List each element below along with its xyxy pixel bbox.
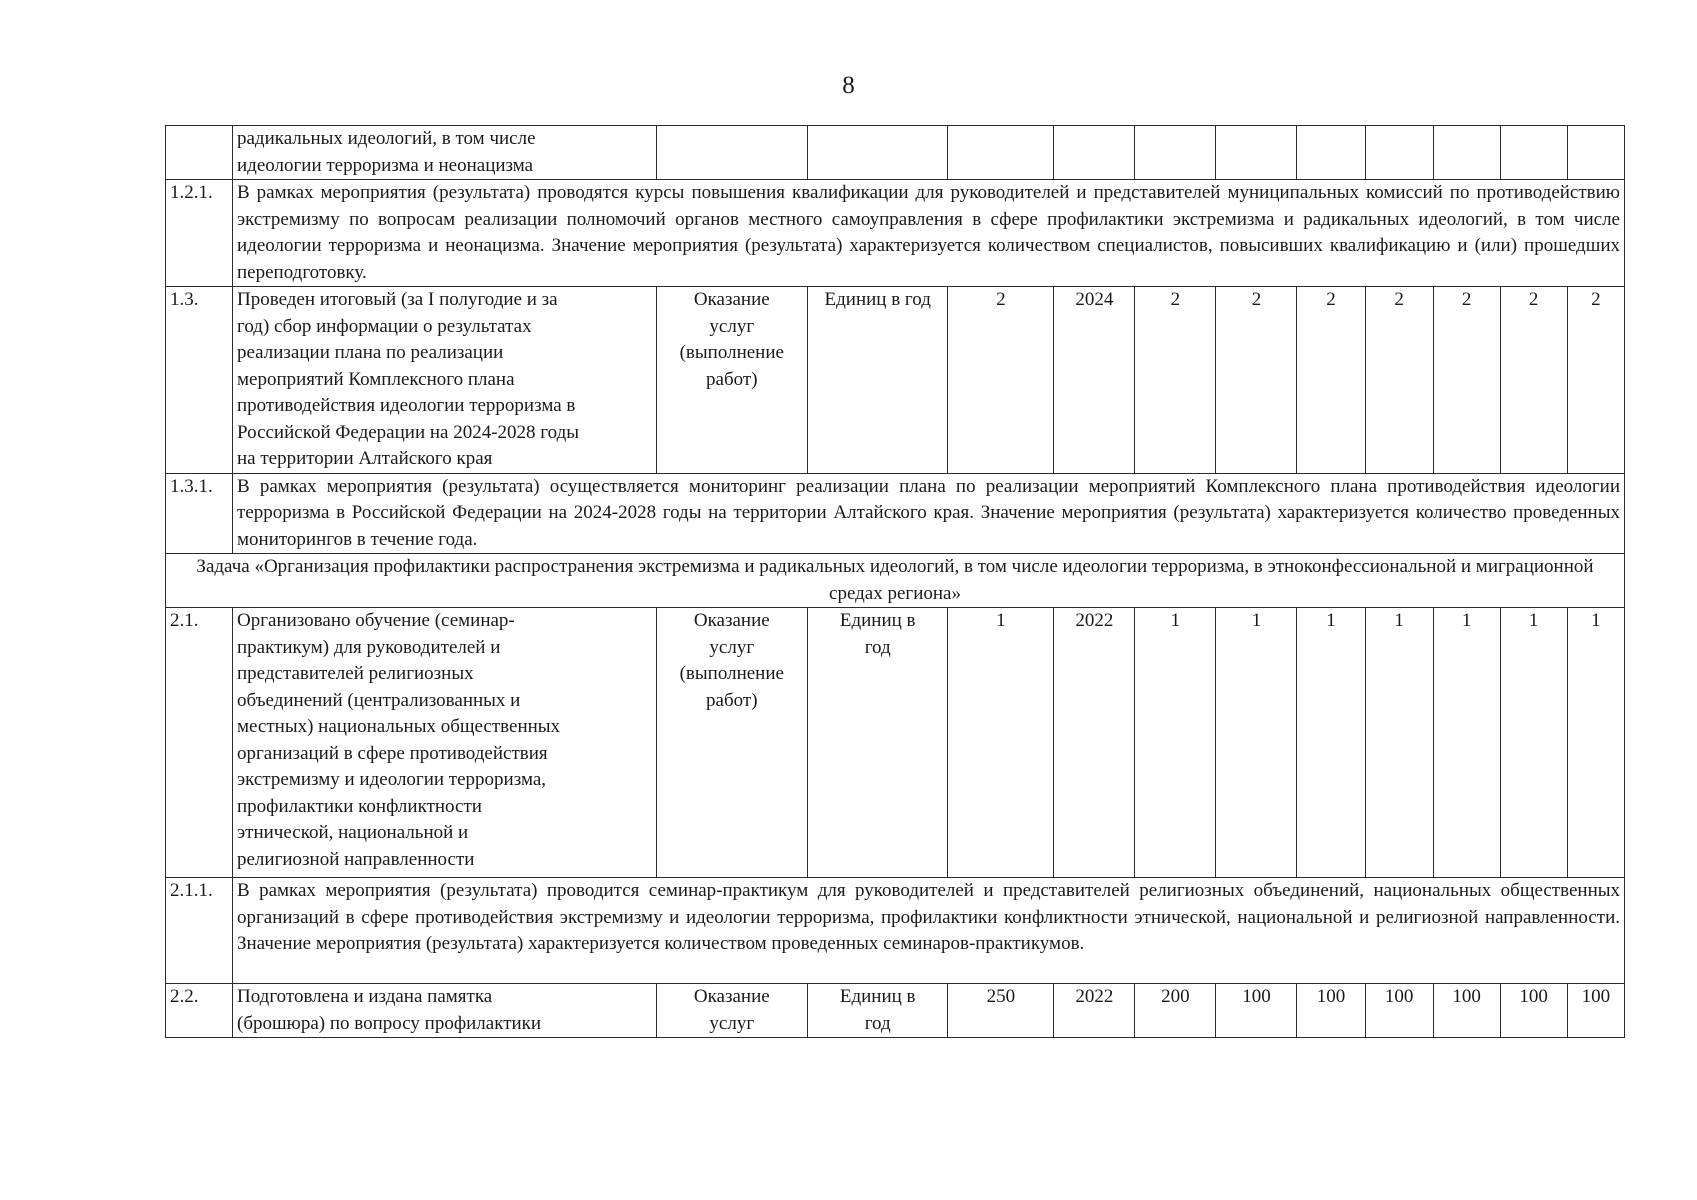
text-line: местных) национальных общественных: [237, 716, 561, 737]
text-line: этнической, национальной и: [237, 822, 469, 843]
task-heading: Задача «Организация профилактики распространения экстремизма и радикальных идеологий, в том числе идеологии терроризма, в этноконфессиональной и миграционной средах региона»: [166, 554, 1625, 608]
text-line: (выполнение: [679, 663, 784, 684]
text-line: работ): [706, 368, 758, 390]
empty-cell: [1297, 126, 1365, 180]
table-row: [166, 608, 1625, 878]
base-year: 2022: [1054, 608, 1135, 878]
text-line: на территории Алтайского края: [237, 448, 493, 469]
empty-cell: [1500, 126, 1567, 180]
measure-description: В рамках мероприятия (результата) проводятся курсы повышения квалификации для руководителей и представителей муниципальных комиссий по противодействию экстремизму по вопросам реализации полномочий органов местного самоуправления в сфере профилактики экстремизма и радикальных идеологий, в том числе идеологии терроризма и неонацизма. Значение мероприятия (результата) характеризуется количеством специалистов, повысивших квалификацию и (или) прошедших переподготовку.: [233, 180, 1625, 287]
year-value: 2: [1567, 287, 1624, 474]
text-line: Организовано обучение (семинар-: [237, 610, 515, 631]
text-line: Оказание: [693, 289, 770, 310]
text-line: Оказание: [693, 610, 770, 631]
table-row: [166, 180, 1625, 287]
result-type: [656, 287, 807, 474]
year-value: 1: [1297, 608, 1365, 878]
row-number: 2.1.: [166, 608, 233, 878]
unit-of-measure: Единиц в год: [807, 287, 947, 474]
year-value: 100: [1500, 984, 1567, 1038]
row-number: 2.1.1.: [166, 878, 233, 984]
table-row: [166, 473, 1625, 554]
year-value: 1: [1135, 608, 1216, 878]
year-value: 1: [1365, 608, 1433, 878]
page-number: 8: [842, 72, 855, 99]
text-line: объединений (централизованных и: [237, 689, 521, 711]
row-number: [166, 126, 233, 180]
empty-cell: [1365, 126, 1433, 180]
text-line: Российской Федерации на 2024-2028 годы: [237, 421, 579, 443]
table-row: [166, 287, 1625, 474]
empty-cell: [1433, 126, 1500, 180]
result-name: [233, 287, 657, 474]
text-line: идеологии терроризма и неонацизма: [237, 154, 534, 176]
empty-cell: [1135, 126, 1216, 180]
empty-cell: [1054, 126, 1135, 180]
year-value: 2: [1135, 287, 1216, 474]
year-value: 1: [1216, 608, 1297, 878]
year-value: 2: [1216, 287, 1297, 474]
text-line: организаций в сфере противодействия: [237, 742, 548, 764]
year-value: 2: [1365, 287, 1433, 474]
row-number: 1.3.1.: [166, 473, 233, 554]
text-line: год) сбор информации о результатах: [237, 315, 532, 337]
base-value: 250: [948, 984, 1054, 1038]
indicators-table: [165, 125, 1625, 1038]
unit-of-measure: [807, 984, 947, 1038]
empty-cell: [948, 126, 1054, 180]
year-value: 2: [1297, 287, 1365, 474]
text-line: услуг: [709, 1012, 755, 1034]
text-line: Единиц в: [839, 986, 916, 1007]
result-name: [233, 608, 657, 878]
text-line: профилактики конфликтности: [237, 795, 482, 817]
text-line: Оказание: [693, 986, 770, 1007]
base-value: 1: [948, 608, 1054, 878]
result-type: [656, 608, 807, 878]
text-line: представителей религиозных: [237, 663, 474, 684]
empty-cell: [1567, 126, 1624, 180]
year-value: 100: [1433, 984, 1500, 1038]
table-row: [166, 126, 1625, 180]
unit-of-measure: [807, 608, 947, 878]
text-line: год: [864, 1012, 891, 1034]
text-line: год: [864, 636, 891, 658]
result-type: [656, 984, 807, 1038]
measure-description: В рамках мероприятия (результата) проводится семинар-практикум для руководителей и представителей религиозных объединений, национальных общественных организаций в сфере противодействия экстремизму и идеологии терроризма, профилактики конфликтности этнической, национальной и религиозной направленности. Значение мероприятия (результата) характеризуется количеством проведенных семинаров-практикумов.: [233, 878, 1625, 984]
year-value: 100: [1567, 984, 1624, 1038]
text-line: работ): [706, 689, 758, 711]
year-value: 2: [1433, 287, 1500, 474]
table-row: [166, 878, 1625, 984]
result-name: [233, 984, 657, 1038]
text-line: радикальных идеологий, в том числе: [237, 128, 536, 149]
text-line: (брошюра) по вопросу профилактики: [237, 1012, 542, 1034]
year-value: 100: [1216, 984, 1297, 1038]
result-name: [233, 126, 657, 180]
year-value: 1: [1567, 608, 1624, 878]
row-number: 1.3.: [166, 287, 233, 474]
row-number: 2.2.: [166, 984, 233, 1038]
year-value: 100: [1365, 984, 1433, 1038]
year-value: 1: [1500, 608, 1567, 878]
measure-description: В рамках мероприятия (результата) осуществляется мониторинг реализации плана по реализации мероприятий Комплексного плана противодействия идеологии терроризма в Российской Федерации на 2024-2028 годы на территории Алтайского края. Значение мероприятия (результата) характеризуется количество проведенных мониторингов в течение года.: [233, 473, 1625, 554]
text-line: услуг: [709, 315, 755, 337]
text-line: Единиц в: [839, 610, 916, 631]
text-line: услуг: [709, 636, 755, 658]
empty-cell: [1216, 126, 1297, 180]
text-line: реализации плана по реализации: [237, 342, 504, 363]
empty-cell: [807, 126, 947, 180]
text-line: практикум) для руководителей и: [237, 636, 501, 658]
table-row: [166, 984, 1625, 1038]
text-line: (выполнение: [679, 342, 784, 363]
text-line: мероприятий Комплексного плана: [237, 368, 515, 390]
base-year: 2024: [1054, 287, 1135, 474]
text-line: противодействия идеологии терроризма в: [237, 395, 576, 416]
base-value: 2: [948, 287, 1054, 474]
year-value: 1: [1433, 608, 1500, 878]
text-line: Подготовлена и издана памятка: [237, 986, 493, 1007]
text-line: экстремизму и идеологии терроризма,: [237, 769, 547, 790]
year-value: 100: [1297, 984, 1365, 1038]
table-row: [166, 554, 1625, 608]
empty-cell: [656, 126, 807, 180]
text-line: Проведен итоговый (за I полугодие и за: [237, 289, 558, 310]
row-number: 1.2.1.: [166, 180, 233, 287]
base-year: 2022: [1054, 984, 1135, 1038]
text-line: религиозной направленности: [237, 848, 475, 870]
year-value: 2: [1500, 287, 1567, 474]
year-value: 200: [1135, 984, 1216, 1038]
